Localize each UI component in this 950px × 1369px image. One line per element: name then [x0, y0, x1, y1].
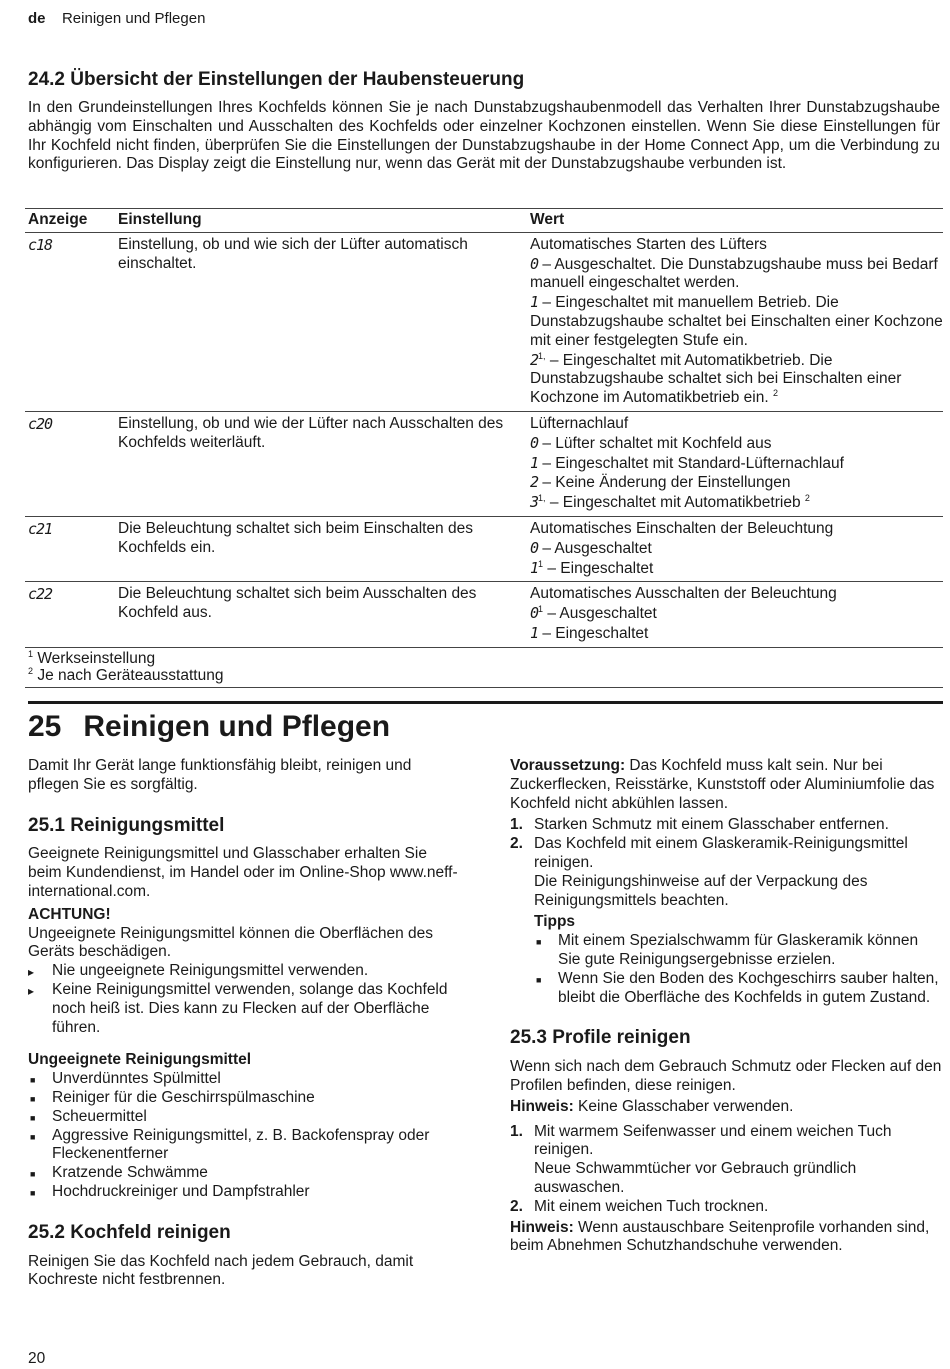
list-item: ■ Aggressive Reinigungsmittel, z. B. Backofenspray oder Fleckenentferner — [28, 1127, 458, 1165]
chapter-title — [28, 710, 390, 744]
section-25-3-title: 25.3 Profile reinigen — [510, 1027, 691, 1049]
left-column — [28, 757, 458, 1290]
section-25-3-text: Wenn sich nach dem Gebrauch Schmutz oder Flecken auf den Profilen befinden, diese reinigen. — [510, 1058, 942, 1094]
value-cell — [527, 411, 943, 516]
option-code: 1 — [530, 293, 539, 312]
footnote-ref: 2 — [772, 388, 778, 399]
value-option — [530, 351, 943, 408]
step-item: 2. Das Kochfeld mit einem Glaskeramik-Reinigungsmittel reinigen. Die Reinigungshinweise auf der Verpackung des Reinigungsmittels beachten. — [510, 835, 942, 910]
section-25-2-title: 25.2 Kochfeld reinigen — [28, 1221, 231, 1243]
option-code: 3 — [530, 493, 539, 512]
value-option — [530, 493, 943, 513]
value-title: Automatisches Ausschalten der Beleuchtung — [530, 585, 837, 603]
option-text: – Eingeschaltet mit Automatikbetrieb. Die Dunstabzugshaube schaltet sich bei Einschalten einer Kochzone im Automatikbetrieb ein. — [530, 351, 902, 407]
step-result: Neue Schwammtücher vor Gebrauch gründlich auswaschen. — [534, 1160, 857, 1196]
step-item: 1. Starken Schmutz mit einem Glasschaber entfernen. — [510, 816, 889, 834]
option-text: – Ausgeschaltet. Die Dunstabzugshaube muss bei Bedarf manuell eingeschaltet werden. — [530, 255, 938, 292]
list-item: ■ Unverdünntes Spülmittel — [28, 1070, 458, 1089]
prerequisite: Voraussetzung: Das Kochfeld muss kalt sein. Nur bei Zuckerflecken, Reisstärke, Kunststoff oder Aluminiumfolie das Kochfeld nicht abkühlen lassen. — [510, 757, 935, 812]
footnote: $^2$ Je nach Geräteausstattung — [28, 666, 224, 685]
setting-description: Einstellung, ob und wie der Lüfter nach Ausschalten des Kochfelds weiterläuft. — [115, 411, 527, 516]
footnote: $^1$ Werkseinstellung — [28, 648, 156, 667]
section-25-2-text: Reinigen Sie das Kochfeld nach jedem Gebrauch, damit Kochreste nicht festbrennen. — [28, 1252, 414, 1289]
option-code: 0 — [530, 433, 539, 452]
step-result: Die Reinigungshinweise auf der Verpackung des Reinigungsmittels beachten. — [534, 872, 868, 909]
unsuitable-title: Ungeeignete Reinigungsmittel — [28, 1051, 252, 1069]
section-24-2-intro: In den Grundeinstellungen Ihres Kochfelds können Sie je nach Dunstabzugshaubenmodell das Verhalten Ihrer Dunstabzugshaube abhängig vom Einschalten und Ausschalten des Kochfelds oder einzelner Kochzonen einstellen. Wenn Sie diese Einstellungen für Ihr Kochfeld nicht finden, überprüfen Sie die Einstellungen der Dunstabzugshaube in der Home Connect App, um die Verbindung zu konfigurieren. Das Display zeigt die Einstellung nur, wenn das Gerät mit der Dunstabzugshaube verbunden ist. — [28, 99, 940, 173]
option-code: 1 — [530, 453, 539, 472]
option-code: 0 — [530, 538, 539, 557]
value-option — [530, 255, 943, 294]
option-text: – Keine Änderung der Einstellungen — [542, 474, 791, 492]
setting-description: Die Beleuchtung schaltet sich beim Ausschalten des Kochfeld aus. — [115, 582, 527, 647]
chapter-intro: Damit Ihr Gerät lange funktionsfähig bleibt, reinigen und pflegen Sie es sorgfältig. — [28, 757, 412, 793]
column-header: Anzeige — [25, 209, 115, 233]
page-number: 20 — [28, 1350, 46, 1367]
chapter-title-text: Reinigen und Pflegen — [83, 710, 391, 743]
chapter-number: 25 — [28, 710, 62, 743]
list-item: ■ Reiniger für die Geschirrspülmaschine — [28, 1089, 458, 1108]
section-24-2-title: 24.2 Übersicht der Einstellungen der Haubensteuerung — [28, 69, 525, 90]
step-item: 1. Mit warmem Seifenwasser und einem weichen Tuch reinigen. Neue Schwammtücher vor Gebrauch gründlich auswaschen. — [510, 1123, 942, 1198]
value-title: Automatisches Starten des Lüfters — [530, 235, 767, 253]
right-column — [510, 757, 942, 1256]
table-row — [25, 232, 943, 411]
option-code: 0 — [530, 604, 539, 623]
display-code: c21 — [28, 519, 53, 538]
option-code: 2 — [530, 473, 539, 492]
footnote-row — [25, 647, 943, 687]
section-25-1-text: Geeignete Reinigungsmittel und Glasschaber erhalten Sie beim Kundendienst, im Handel oder im Online-Shop www.neff-international.com. — [28, 845, 458, 900]
option-text: – Ausgeschaltet — [542, 539, 652, 557]
value-cell — [527, 582, 943, 647]
running-header — [28, 10, 205, 28]
warning-list — [28, 962, 458, 1037]
list-item: ■ Wenn Sie den Boden des Kochgeschirrs sauber halten, bleibt die Oberfläche des Kochfelds in gutem Zustand. — [534, 970, 942, 1008]
table-row — [25, 411, 943, 516]
step-item: 2. Mit einem weichen Tuch trocknen. — [510, 1197, 769, 1215]
list-item: ▸ Nie ungeeignete Reinigungsmittel verwenden. — [28, 962, 458, 981]
option-code: 2 — [530, 350, 539, 369]
value-option — [530, 473, 943, 493]
option-text: – Eingeschaltet — [542, 624, 649, 642]
warning-title: ACHTUNG! — [28, 905, 111, 923]
value-option — [530, 434, 943, 454]
list-item: ■ Kratzende Schwämme — [28, 1164, 458, 1183]
table-header-row — [25, 209, 943, 233]
footnote-ref: 1, — [538, 350, 546, 361]
table-row — [25, 516, 943, 581]
value-cell — [527, 232, 943, 411]
unsuitable-list — [28, 1070, 458, 1202]
display-code: c22 — [28, 585, 53, 604]
footnote-ref: 1 — [538, 603, 544, 614]
value-option — [530, 539, 943, 559]
cleaning-steps — [510, 816, 942, 910]
display-code-cell — [25, 516, 115, 581]
option-text: – Lüfter schaltet mit Kochfeld aus — [542, 434, 772, 452]
display-code-cell — [25, 232, 115, 411]
chapter-rule — [28, 701, 943, 704]
section-25-1-title: 25.1 Reinigungsmittel — [28, 814, 225, 836]
footnote-ref: 1, — [538, 493, 546, 503]
hood-settings-table — [25, 208, 943, 688]
option-text: – Eingeschaltet — [547, 559, 654, 577]
value-option — [530, 624, 943, 644]
option-code: 0 — [530, 254, 539, 273]
footnote-ref: 1 — [538, 558, 544, 569]
list-item: ▸ Keine Reinigungsmittel verwenden, solange das Kochfeld noch heiß ist. Dies kann zu Flecken auf der Oberfläche führen. — [28, 981, 458, 1037]
list-item: ■ Mit einem Spezialschwamm für Glaskeramik können Sie gute Reinigungsergebnisse erzielen. — [534, 932, 942, 970]
table-row — [25, 582, 943, 647]
option-text: – Eingeschaltet mit manuellem Betrieb. Die Dunstabzugshaube schaltet bei Einschalten einer Kochzone mit einer festgelegten Stufe ein. — [530, 294, 943, 349]
note: Hinweis: Wenn austauschbare Seitenprofile vorhanden sind, beim Abnehmen Schutzhandschuhe verwenden. — [510, 1218, 930, 1255]
list-item: ■ Hochdruckreiniger und Dampfstrahler — [28, 1183, 458, 1202]
display-code: c20 — [28, 414, 53, 433]
option-text: – Ausgeschaltet — [547, 605, 657, 623]
option-text: – Eingeschaltet mit Standard-Lüfternachlauf — [542, 454, 844, 472]
footnote-ref: 2 — [804, 493, 810, 503]
column-header: Wert — [527, 209, 943, 233]
list-item: ■ Scheuermittel — [28, 1108, 458, 1127]
note: Hinweis: Keine Glasschaber verwenden. — [510, 1097, 794, 1115]
value-title: Automatisches Einschalten der Beleuchtung — [530, 519, 834, 537]
running-header-title: Reinigen und Pflegen — [61, 10, 206, 27]
option-code: 1 — [530, 623, 539, 642]
profile-steps — [510, 1123, 942, 1217]
tips-list — [534, 932, 942, 1007]
display-code-cell — [25, 411, 115, 516]
warning-text: Ungeeignete Reinigungsmittel können die Oberflächen des Geräts beschädigen. — [28, 924, 433, 961]
value-option — [530, 293, 943, 350]
value-title: Lüfternachlauf — [530, 414, 629, 432]
option-text: – Eingeschaltet mit Automatikbetrieb — [549, 494, 801, 512]
tips-block — [510, 913, 942, 1007]
value-option — [530, 604, 943, 624]
setting-description: Die Beleuchtung schaltet sich beim Einschalten des Kochfelds ein. — [115, 516, 527, 581]
display-code: c18 — [28, 235, 53, 254]
value-cell — [527, 516, 943, 581]
value-option — [530, 454, 943, 474]
tips-title: Tipps — [534, 913, 576, 931]
value-option — [530, 559, 943, 579]
language-code: de — [28, 10, 46, 27]
display-code-cell — [25, 582, 115, 647]
footnotes — [25, 647, 943, 687]
column-header: Einstellung — [115, 209, 527, 233]
option-code: 1 — [530, 558, 539, 577]
setting-description: Einstellung, ob und wie sich der Lüfter automatisch einschaltet. — [115, 232, 527, 411]
